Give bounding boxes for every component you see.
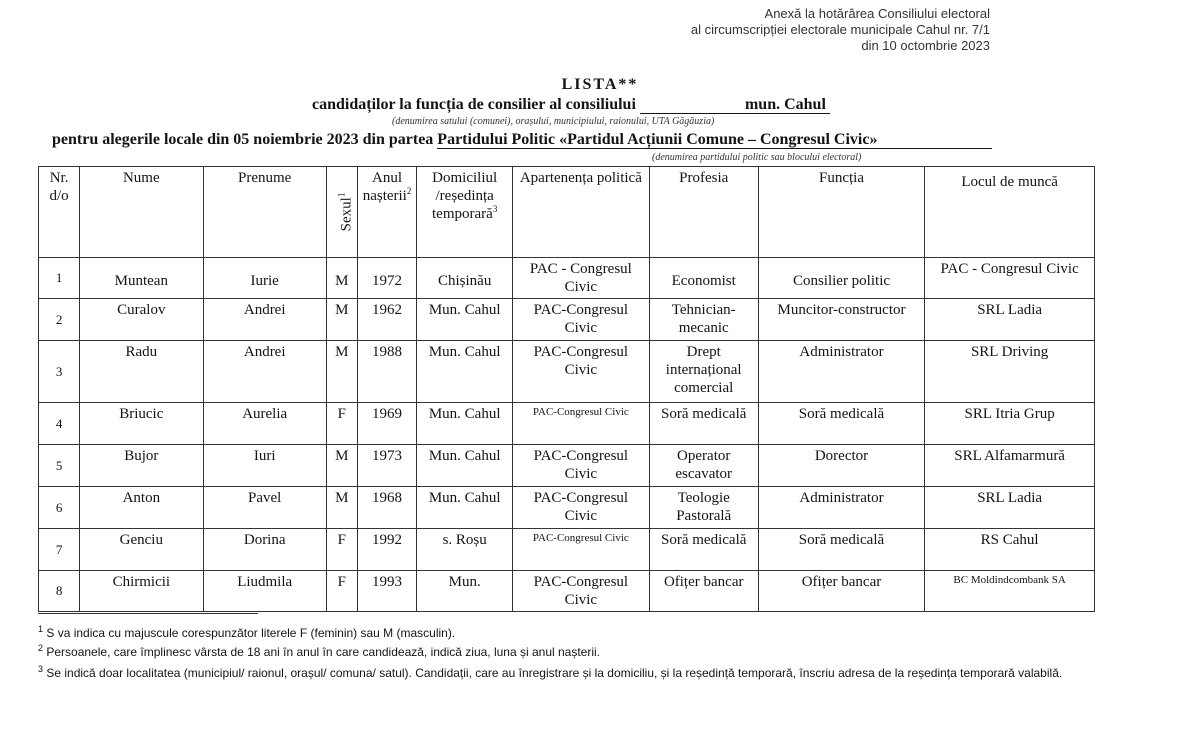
cell-nume: Chirmicii xyxy=(80,571,203,612)
cell-prenume: Dorina xyxy=(203,529,326,571)
footnote-ref: 1 xyxy=(336,192,347,198)
cell-prof: Ofițer bancar xyxy=(649,571,758,612)
cell-func: Consilier politic xyxy=(758,258,925,299)
header-profesia: Profesia xyxy=(649,167,758,258)
council-note: (denumirea satului (comunei), orașului, municipiului, raionului, UTA Găgăuzia) xyxy=(392,116,715,127)
cell-loc: SRL Driving xyxy=(925,341,1095,403)
header-prenume: Prenume xyxy=(203,167,326,258)
cell-nr: 7 xyxy=(39,529,80,571)
cell-dom: Mun. Cahul xyxy=(417,341,513,403)
header-domiciliul xyxy=(417,167,513,258)
table-row xyxy=(39,445,1095,487)
election-line xyxy=(52,131,992,149)
cell-sex: M xyxy=(326,299,357,341)
header-anul xyxy=(357,167,417,258)
cell-an: 1988 xyxy=(357,341,417,403)
header-domiciliul-label: Domiciliul /reședința temporară xyxy=(432,170,498,222)
header-anul-label: Anul nașterii xyxy=(362,170,407,204)
footnote-number: 2 xyxy=(38,643,44,653)
cell-func: Administrator xyxy=(758,341,925,403)
cell-prenume: Aurelia xyxy=(203,403,326,445)
cell-nr: 5 xyxy=(39,445,80,487)
party-name: Partidului Politic «Partidul Acțiunii Comune – Congresul Civic» xyxy=(437,132,992,149)
header-functia: Funcția xyxy=(758,167,925,258)
header-sexul-label: Sexul xyxy=(338,197,355,232)
cell-nume: Anton xyxy=(80,487,203,529)
cell-apart: PAC-Congresul Civic xyxy=(512,445,649,487)
table-row xyxy=(39,258,1095,299)
cell-sex: M xyxy=(326,445,357,487)
subtitle-prefix: candidaților la funcția de consilier al consiliului xyxy=(312,96,636,113)
cell-an: 1962 xyxy=(357,299,417,341)
cell-prenume: Iurie xyxy=(203,258,326,299)
cell-dom: s. Roșu xyxy=(417,529,513,571)
cell-nume: Bujor xyxy=(80,445,203,487)
annex-line: al circumscripției electorale municipale Cahul nr. 7/1 xyxy=(690,22,990,37)
cell-func: Ofițer bancar xyxy=(758,571,925,612)
cell-apart: PAC-Congresul Civic xyxy=(512,299,649,341)
cell-prof: Tehnician-mecanic xyxy=(649,299,758,341)
cell-prof: Soră medicală xyxy=(649,403,758,445)
table-row xyxy=(39,299,1095,341)
footnote-ref: 2 xyxy=(406,186,412,196)
header-nr: Nr. d/o xyxy=(39,167,80,258)
cell-func: Muncitor-constructor xyxy=(758,299,925,341)
cell-prenume: Iuri xyxy=(203,445,326,487)
table-row xyxy=(39,403,1095,445)
footnote-text: S va indica cu majuscule corespunzător literele F (feminin) sau M (masculin). xyxy=(46,626,456,640)
cell-dom: Mun. Cahul xyxy=(417,403,513,445)
cell-loc: RS Cahul xyxy=(925,529,1095,571)
cell-sex: M xyxy=(326,258,357,299)
table-row xyxy=(39,529,1095,571)
cell-an: 1968 xyxy=(357,487,417,529)
header-nume: Nume xyxy=(80,167,203,258)
cell-an: 1972 xyxy=(357,258,417,299)
cell-an: 1993 xyxy=(357,571,417,612)
cell-apart: PAC-Congresul Civic xyxy=(512,571,649,612)
cell-func: Soră medicală xyxy=(758,403,925,445)
cell-nr: 4 xyxy=(39,403,80,445)
cell-prof: Operator escavator xyxy=(649,445,758,487)
cell-apart: PAC-Congresul Civic xyxy=(512,487,649,529)
footnote-text: Persoanele, care împlinesc vârsta de 18 ani în anul în care candidează, indică ziua, luna și anul nașterii. xyxy=(46,645,601,659)
annex-header xyxy=(640,6,990,54)
party-note: (denumirea partidului politic sau blocului electoral) xyxy=(652,152,862,163)
footnote-number: 3 xyxy=(38,664,44,674)
cell-nume: Muntean xyxy=(80,258,203,299)
cell-sex: M xyxy=(326,487,357,529)
footnote-number: 1 xyxy=(38,624,44,634)
cell-dom: Mun. Cahul xyxy=(417,299,513,341)
cell-nume: Radu xyxy=(80,341,203,403)
annex-line: din 10 octombrie 2023 xyxy=(861,38,990,53)
cell-prenume: Pavel xyxy=(203,487,326,529)
table-header-row xyxy=(39,167,1095,258)
footnote-2 xyxy=(38,644,1180,660)
cell-loc: PAC - Congresul Civic xyxy=(925,258,1095,299)
cell-sex: F xyxy=(326,571,357,612)
cell-nume: Curalov xyxy=(80,299,203,341)
footnote-divider xyxy=(38,613,258,614)
cell-loc: SRL Ladia xyxy=(925,299,1095,341)
cell-nr: 2 xyxy=(39,299,80,341)
header-locul: Locul de muncă xyxy=(925,167,1095,258)
cell-nr: 3 xyxy=(39,341,80,403)
cell-loc: SRL Ladia xyxy=(925,487,1095,529)
cell-dom: Mun. xyxy=(417,571,513,612)
document-title: LISTA** xyxy=(561,76,639,93)
header-sexul xyxy=(326,167,357,258)
cell-an: 1992 xyxy=(357,529,417,571)
cell-prof: Drept internațional comercial xyxy=(649,341,758,403)
election-prefix: pentru alegerile locale din 05 noiembrie 2023 din partea xyxy=(52,131,434,148)
cell-dom: Mun. Cahul xyxy=(417,445,513,487)
cell-prenume: Andrei xyxy=(203,341,326,403)
cell-apart: PAC-Congresul Civic xyxy=(512,529,649,571)
cell-prof: Teologie Pastorală xyxy=(649,487,758,529)
cell-dom: Chișinău xyxy=(417,258,513,299)
cell-loc: BC Moldindcombank SA xyxy=(925,571,1095,612)
cell-sex: M xyxy=(326,341,357,403)
cell-apart: PAC-Congresul Civic xyxy=(512,341,649,403)
cell-func: Administrator xyxy=(758,487,925,529)
footnote-text: Se indică doar localitatea (municipiul/ raionul, orașul/ comuna/ satul). Candidații, care au înregistrare și la domiciliu, și la reședință temporară, înscriu adresa de la reședința temporară valabilă. xyxy=(46,666,1063,680)
cell-nume: Genciu xyxy=(80,529,203,571)
cell-func: Dorector xyxy=(758,445,925,487)
footnote-3 xyxy=(38,665,1180,681)
table-row xyxy=(39,571,1095,612)
header-apartenenta: Apartenența politică xyxy=(512,167,649,258)
council-name: mun. Cahul xyxy=(640,97,830,114)
cell-prof: Economist xyxy=(649,258,758,299)
cell-sex: F xyxy=(326,529,357,571)
table-row xyxy=(39,341,1095,403)
cell-nr: 1 xyxy=(39,258,80,299)
cell-nr: 8 xyxy=(39,571,80,612)
cell-apart: PAC - Congresul Civic xyxy=(512,258,649,299)
cell-loc: SRL Itria Grup xyxy=(925,403,1095,445)
cell-prenume: Andrei xyxy=(203,299,326,341)
subtitle xyxy=(312,96,830,114)
footnote-1 xyxy=(38,625,1180,641)
candidates-table xyxy=(38,166,1095,612)
cell-dom: Mun. Cahul xyxy=(417,487,513,529)
footnote-ref: 3 xyxy=(492,204,498,214)
annex-line: Anexă la hotărârea Consiliului electoral xyxy=(764,6,990,21)
cell-prenume: Liudmila xyxy=(203,571,326,612)
cell-an: 1969 xyxy=(357,403,417,445)
table-row xyxy=(39,487,1095,529)
cell-sex: F xyxy=(326,403,357,445)
cell-loc: SRL Alfamarmură xyxy=(925,445,1095,487)
cell-prof: Soră medicală xyxy=(649,529,758,571)
cell-func: Soră medicală xyxy=(758,529,925,571)
cell-apart: PAC-Congresul Civic xyxy=(512,403,649,445)
cell-an: 1973 xyxy=(357,445,417,487)
cell-nr: 6 xyxy=(39,487,80,529)
cell-nume: Briucic xyxy=(80,403,203,445)
